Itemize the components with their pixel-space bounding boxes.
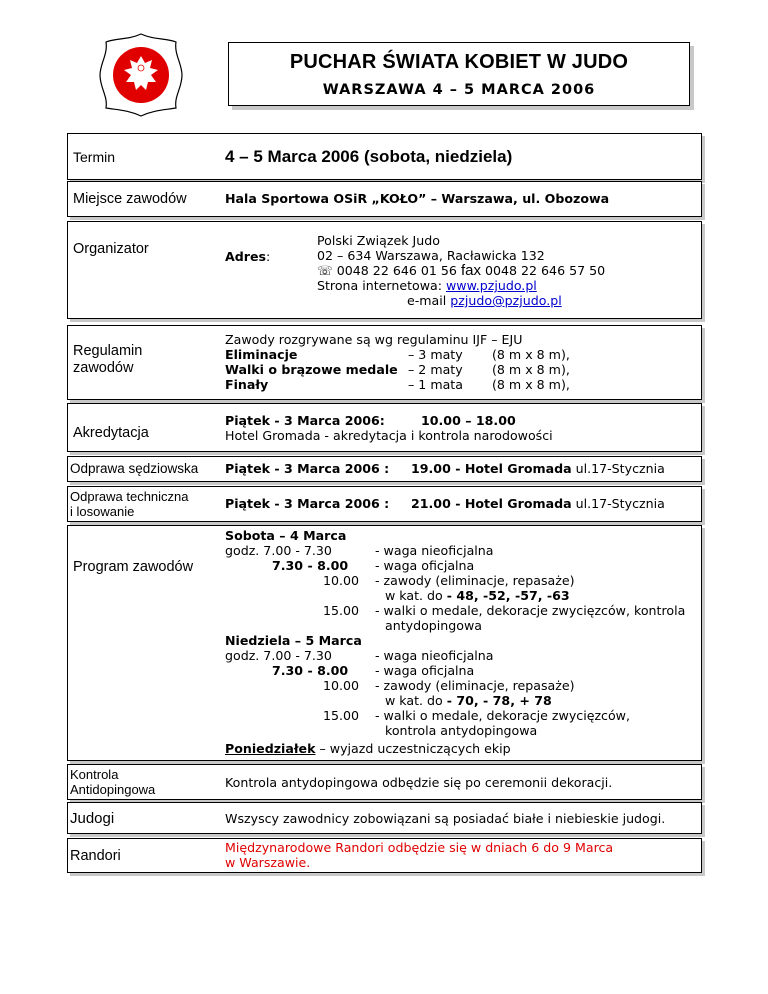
organizator-phone: ☏ 0048 22 646 01 56 fax 0048 22 646 57 50 bbox=[317, 262, 606, 279]
judogi-value: Wszyscy zawodnicy zobowiązani są posiadać białe i niebieskie judogi. bbox=[225, 811, 666, 826]
program-desc: antydopingowa bbox=[385, 618, 482, 633]
program-time: 7.30 - 8.00 bbox=[272, 558, 349, 573]
program-desc: - zawody (eliminacje, repasaże) bbox=[375, 678, 575, 693]
regulamin-row-size: (8 m x 8 m), bbox=[492, 377, 570, 392]
program-desc: kontrola antydopingowa bbox=[385, 723, 538, 738]
termin-value: 4 – 5 Marca 2006 (sobota, niedziela) bbox=[225, 147, 513, 166]
email-link[interactable]: pzjudo@pzjudo.pl bbox=[450, 293, 562, 308]
program-time: 15.00 bbox=[323, 708, 360, 723]
odprawa-techniczna-date: Piątek - 3 Marca 2006 : bbox=[225, 496, 390, 511]
program-time: 10.00 bbox=[323, 573, 360, 588]
miejsce-value: Hala Sportowa OSiR „KOŁO” – Warszawa, ul. Obozowa bbox=[225, 191, 610, 206]
federation-emblem-icon bbox=[96, 30, 186, 120]
program-departure: Poniedziałek – wyjazd uczestniczących ekip bbox=[225, 741, 511, 756]
akredytacja-place: Hotel Gromada - akredytacja i kontrola narodowości bbox=[225, 428, 553, 443]
regulamin-row-count: – 1 mata bbox=[408, 377, 463, 392]
organizator-website: Strona internetowa: www.pzjudo.pl bbox=[317, 278, 537, 293]
program-time: 15.00 bbox=[323, 603, 360, 618]
row-termin bbox=[67, 133, 702, 180]
randori-label: Randori bbox=[70, 848, 121, 864]
kontrola-label: Kontrola Antidopingowa bbox=[70, 767, 156, 797]
phone-icon: ☏ bbox=[317, 263, 333, 278]
program-time: godz. 7.00 - 7.30 bbox=[225, 543, 332, 558]
judogi-label: Judogi bbox=[70, 810, 115, 827]
regulamin-row-name: Walki o brązowe medale bbox=[225, 362, 398, 377]
title-box bbox=[228, 42, 690, 106]
website-link[interactable]: www.pzjudo.pl bbox=[446, 278, 537, 293]
organizator-label: Organizator bbox=[73, 241, 149, 257]
termin-label: Termin bbox=[73, 149, 116, 165]
program-desc: - zawody (eliminacje, repasaże) bbox=[375, 573, 575, 588]
program-categories: w kat. do - 70, - 78, + 78 bbox=[385, 693, 552, 708]
organizator-address: 02 – 634 Warszawa, Racławicka 132 bbox=[317, 248, 545, 263]
program-desc: - walki o medale, dekoracje zwycięzców, bbox=[375, 708, 630, 723]
organizator-email: e-mail pzjudo@pzjudo.pl bbox=[407, 293, 562, 308]
program-categories: w kat. do - 48, -52, -57, -63 bbox=[385, 588, 570, 603]
program-niedziela-heading: Niedziela – 5 Marca bbox=[225, 633, 362, 648]
program-desc: - walki o medale, dekoracje zwycięzców, kontrola bbox=[375, 603, 686, 618]
row-kontrola bbox=[67, 764, 702, 800]
odprawa-sedziowska-date: Piątek - 3 Marca 2006 : bbox=[225, 461, 390, 476]
randori-line1: Międzynarodowe Randori odbędzie się w dniach 6 do 9 Marca bbox=[225, 840, 614, 855]
document-title: PUCHAR ŚWIATA KOBIET W JUDO bbox=[289, 51, 629, 73]
program-time: 10.00 bbox=[323, 678, 360, 693]
program-desc: - waga nieoficjalna bbox=[375, 648, 494, 663]
regulamin-intro: Zawody rozgrywane są wg regulaminu IJF – EJU bbox=[225, 332, 523, 347]
odprawa-techniczna-place: 21.00 - Hotel Gromada ul.17-Stycznia bbox=[411, 496, 665, 511]
row-akredytacja bbox=[67, 403, 702, 452]
organizator-name: Polski Związek Judo bbox=[317, 233, 440, 248]
program-desc: - waga oficjalna bbox=[375, 558, 475, 573]
row-miejsce bbox=[67, 181, 702, 217]
kontrola-value: Kontrola antydopingowa odbędzie się po ceremonii dekoracji. bbox=[225, 775, 613, 790]
akredytacja-label: Akredytacja bbox=[73, 425, 149, 441]
regulamin-row-count: – 3 maty bbox=[408, 347, 463, 362]
program-desc: - waga oficjalna bbox=[375, 663, 475, 678]
program-sobota-heading: Sobota – 4 Marca bbox=[225, 528, 347, 543]
regulamin-label: Regulamin zawodów bbox=[73, 343, 143, 376]
row-regulamin bbox=[67, 325, 702, 400]
adres-label: Adres: bbox=[225, 249, 271, 264]
program-time: 7.30 - 8.00 bbox=[272, 663, 349, 678]
row-odprawa-techniczna bbox=[67, 486, 702, 522]
document-subtitle: WARSZAWA 4 – 5 MARCA 2006 bbox=[322, 82, 596, 98]
regulamin-row-size: (8 m x 8 m), bbox=[492, 362, 570, 377]
akredytacja-time: 10.00 – 18.00 bbox=[421, 413, 516, 428]
regulamin-row-name: Finały bbox=[225, 377, 269, 392]
program-label: Program zawodów bbox=[73, 559, 194, 575]
regulamin-row-name: Eliminacje bbox=[225, 347, 298, 362]
program-desc: - waga nieoficjalna bbox=[375, 543, 494, 558]
regulamin-row-count: – 2 maty bbox=[408, 362, 463, 377]
randori-line2: w Warszawie. bbox=[225, 855, 311, 870]
row-randori bbox=[67, 838, 702, 873]
row-organizator bbox=[67, 221, 702, 319]
regulamin-row-size: (8 m x 8 m), bbox=[492, 347, 570, 362]
akredytacja-date: Piątek - 3 Marca 2006: bbox=[225, 413, 385, 428]
odprawa-techniczna-label: Odprawa techniczna i losowanie bbox=[70, 489, 189, 519]
row-odprawa-sedziowska bbox=[67, 456, 702, 482]
program-time: godz. 7.00 - 7.30 bbox=[225, 648, 332, 663]
odprawa-sedziowska-place: 19.00 - Hotel Gromada ul.17-Stycznia bbox=[411, 461, 665, 476]
fax-label: fax bbox=[460, 262, 481, 279]
odprawa-sedziowska-label: Odprawa sędziowska bbox=[70, 461, 199, 476]
miejsce-label: Miejsce zawodów bbox=[73, 191, 187, 207]
row-judogi bbox=[67, 802, 702, 834]
row-program bbox=[67, 525, 702, 761]
